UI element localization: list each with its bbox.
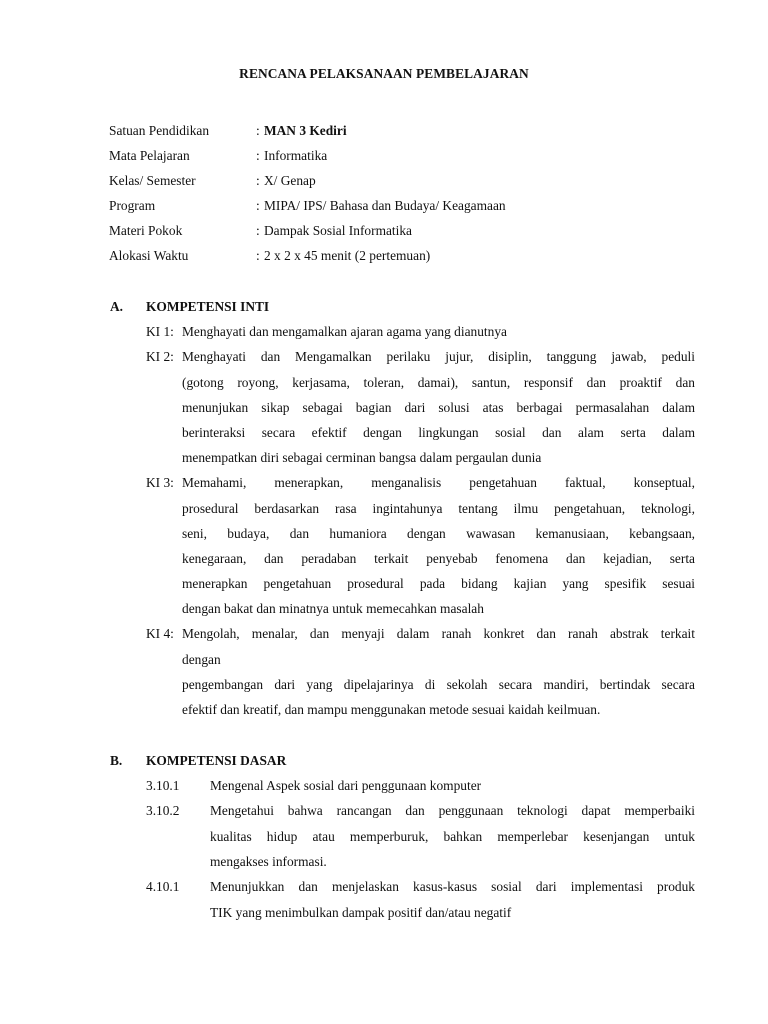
ki3-line: menerapkan pengetahuan prosedural pada bidang kajian yang spesifik sesuai	[182, 576, 695, 591]
ki4-line: efektif dan kreatif, dan mampu menggunakan metode sesuai kaidah keilmuan.	[182, 702, 601, 717]
ki1-label: KI 1:	[146, 324, 174, 339]
document-title: RENCANA PELAKSANAAN PEMBELAJARAN	[239, 66, 529, 81]
ki4-label: KI 4:	[146, 626, 174, 641]
identity-label: Mata Pelajaran	[109, 148, 190, 163]
ki2-line: (gotong royong, kerjasama, toleran, damai), santun, responsif dan proaktif dan	[182, 375, 695, 390]
identity-colon: :	[256, 248, 260, 263]
section-a-letter: A.	[110, 299, 124, 314]
ki4-line: Mengolah, menalar, dan menyaji dalam ranah konkret dan ranah abstrak terkait	[182, 626, 695, 641]
identity-value: Dampak Sosial Informatika	[264, 223, 413, 238]
kd-line: kualitas hidup atau memperburuk, bahkan memperlebar kesenjangan untuk	[210, 829, 695, 844]
ki1-line: Menghayati dan mengamalkan ajaran agama yang dianutnya	[182, 324, 507, 339]
identity-value: 2 x 2 x 45 menit (2 pertemuan)	[264, 248, 431, 263]
identity-colon: :	[256, 148, 260, 163]
ki2-line: menunjukan sikap sebagai bagian dari solusi atas berbagai permasalahan dalam	[182, 400, 695, 415]
identity-value: MIPA/ IPS/ Bahasa dan Budaya/ Keagamaan	[264, 198, 506, 213]
ki3-line: prosedural berdasarkan rasa ingintahunya tentang ilmu pengetahuan, teknologi,	[182, 501, 695, 516]
identity-colon: :	[256, 223, 260, 238]
identity-label: Alokasi Waktu	[109, 248, 189, 263]
ki3-label: KI 3:	[146, 475, 174, 490]
ki3-line: seni, budaya, dan humaniora dengan wawasan kemanusiaan, kebangsaan,	[182, 526, 695, 541]
identity-value: Informatika	[264, 148, 328, 163]
identity-label: Program	[109, 198, 156, 213]
section-a-title: KOMPETENSI INTI	[146, 299, 270, 314]
kd-code: 3.10.2	[146, 803, 180, 818]
identity-value: X/ Genap	[264, 173, 316, 188]
identity-colon: :	[256, 198, 260, 213]
ki4-line: dengan	[182, 652, 221, 667]
section-b-letter: B.	[110, 753, 123, 768]
kd-line: Menunjukkan dan menjelaskan kasus-kasus sosial dari implementasi produk	[210, 879, 695, 894]
section-b-title: KOMPETENSI DASAR	[146, 753, 287, 768]
ki2-line: menempatkan diri sebagai cerminan bangsa dalam pergaulan dunia	[182, 450, 542, 465]
identity-colon: :	[256, 173, 260, 188]
ki3-line: dengan bakat dan minatnya untuk memecahkan masalah	[182, 601, 484, 616]
kd-code: 3.10.1	[146, 778, 180, 793]
kd-line: Mengenal Aspek sosial dari penggunaan komputer	[210, 778, 482, 793]
ki2-label: KI 2:	[146, 349, 174, 364]
kd-line: TIK yang menimbulkan dampak positif dan/atau negatif	[210, 905, 512, 920]
ki4-line: pengembangan dari yang dipelajarinya di sekolah secara mandiri, bertindak secara	[182, 677, 695, 692]
identity-value: MAN 3 Kediri	[264, 123, 347, 138]
ki3-line: Memahami, menerapkan, menganalisis pengetahuan faktual, konseptual,	[182, 475, 695, 490]
ki2-line: Menghayati dan Mengamalkan perilaku jujur, disiplin, tanggung jawab, peduli	[182, 349, 695, 364]
ki3-line: kenegaraan, dan peradaban terkait penyebab fenomena dan kejadian, serta	[182, 551, 695, 566]
identity-label: Kelas/ Semester	[109, 173, 196, 188]
kd-line: mengakses informasi.	[210, 854, 327, 869]
identity-label: Satuan Pendidikan	[109, 123, 210, 138]
ki2-line: berinteraksi secara efektif dengan lingkungan sosial dan alam serta dalam	[182, 425, 695, 440]
kd-line: Mengetahui bahwa rancangan dan penggunaan teknologi dapat memperbaiki	[210, 803, 695, 818]
identity-colon: :	[256, 123, 260, 138]
identity-label: Materi Pokok	[109, 223, 183, 238]
kd-code: 4.10.1	[146, 879, 180, 894]
